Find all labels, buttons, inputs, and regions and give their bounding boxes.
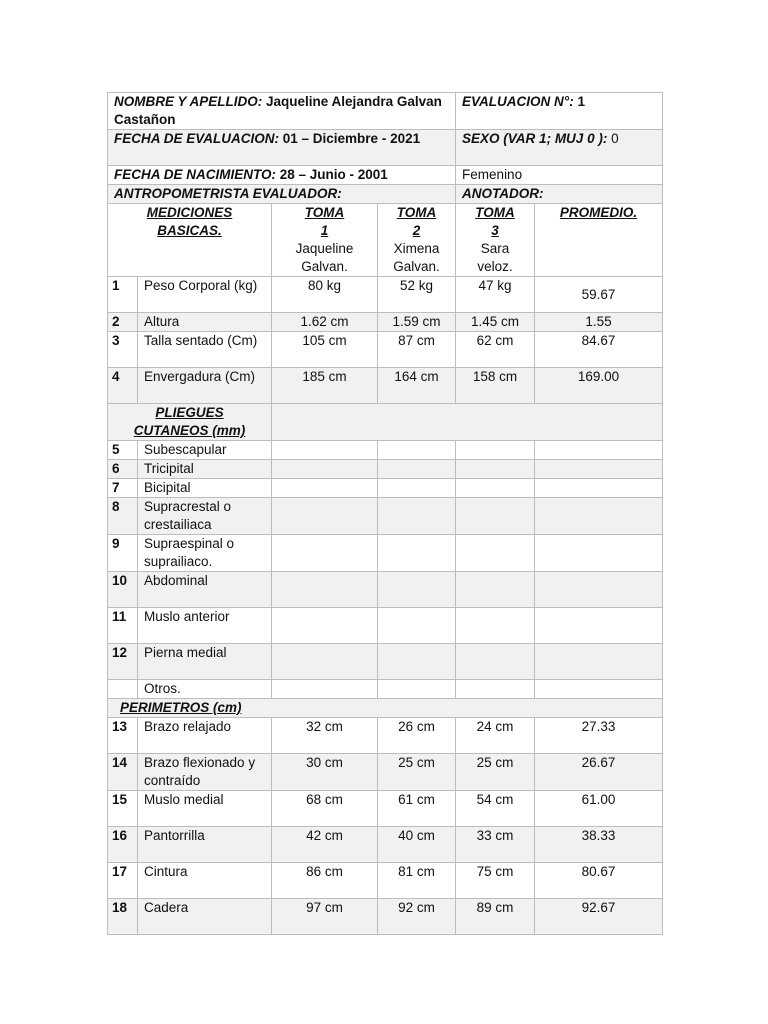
empty-cell [272,680,378,699]
toma2-header [378,204,456,277]
skinfold-row [108,572,663,608]
perimeter-row [108,718,663,754]
toma3-value: 33 cm [456,827,535,863]
toma3-name: Sara veloz. [477,241,513,274]
row-number: 18 [108,899,138,935]
birth-cell [108,166,456,185]
name-label: NOMBRE Y APELLIDO: [114,94,263,109]
skinfold-label: Supracrestal o crestailiaca [138,498,272,535]
measurement-label: Envergadura (Cm) [138,368,272,404]
empty-cell [272,460,378,479]
birth-value: 28 – Junio - 2001 [279,167,388,182]
perimeter-label: Brazo relajado [138,718,272,754]
toma3-value: 158 cm [456,368,535,404]
sex-text-cell: Femenino [456,166,663,185]
sex-cell [456,130,663,166]
toma3-header [456,204,535,277]
measurements-header: MEDICIONES BASICAS. [108,204,272,277]
eval-cell [456,93,663,130]
average-value: 27.33 [535,718,663,754]
skinfold-label: Pierna medial [138,644,272,680]
toma3-value: 54 cm [456,791,535,827]
eval-value: 1 [577,94,585,109]
perimeters-title: PERIMETROS (cm) [108,699,663,718]
toma2-value: 40 cm [378,827,456,863]
skinfold-row [108,441,663,460]
eval-label: EVALUACION N°: [462,94,574,109]
toma2-title: TOMA 2 [396,205,437,238]
perimeter-label: Muslo medial [138,791,272,827]
row-number: 8 [108,498,138,535]
perimeters-section-row [108,699,663,718]
toma2-value: 87 cm [378,332,456,368]
empty-cell [378,441,456,460]
row-number: 16 [108,827,138,863]
empty-cell [378,608,456,644]
basic-row [108,368,663,404]
date-cell [108,130,456,166]
empty-cell [456,572,535,608]
column-header-row [108,204,663,277]
name-value: Jaqueline Alejandra Galvan Castañon [114,94,442,127]
row-number: 4 [108,368,138,404]
average-value: 84.67 [535,332,663,368]
toma2-value: 25 cm [378,754,456,791]
perimeter-row [108,791,663,827]
perimeter-label: Cintura [138,863,272,899]
empty-cell [272,535,378,572]
date-row [108,130,663,166]
toma1-value: 68 cm [272,791,378,827]
empty-cell [535,441,663,460]
row-number: 14 [108,754,138,791]
toma2-value: 81 cm [378,863,456,899]
empty-cell [456,680,535,699]
skinfold-row [108,460,663,479]
skinfold-row [108,498,663,535]
empty-cell [456,535,535,572]
toma1-value: 185 cm [272,368,378,404]
perimeter-label: Pantorrilla [138,827,272,863]
date-label: FECHA DE EVALUACION: [114,131,279,146]
row-number: 3 [108,332,138,368]
toma1-value: 1.62 cm [272,313,378,332]
empty-cell [535,535,663,572]
toma1-value: 105 cm [272,332,378,368]
sex-label: SEXO (VAR 1; MUJ 0 ): [462,131,608,146]
average-value: 61.00 [535,791,663,827]
row-number [108,680,138,699]
row-number: 17 [108,863,138,899]
empty-cell [535,498,663,535]
toma3-value: 62 cm [456,332,535,368]
empty-cell [378,644,456,680]
empty-cell [456,460,535,479]
skinfold-row [108,479,663,498]
toma3-value: 25 cm [456,754,535,791]
average-header: PROMEDIO. [535,204,663,277]
average-value: 26.67 [535,754,663,791]
skinfold-label: Tricipital [138,460,272,479]
skinfold-label: Muslo anterior [138,608,272,644]
skinfold-label: Abdominal [138,572,272,608]
empty-cell [272,572,378,608]
empty-cell [378,460,456,479]
toma3-value: 24 cm [456,718,535,754]
row-number: 15 [108,791,138,827]
empty-cell [272,441,378,460]
toma1-value: 86 cm [272,863,378,899]
toma1-title: TOMA 1 [304,205,345,238]
row-number: 9 [108,535,138,572]
row-number: 7 [108,479,138,498]
skinfold-row [108,608,663,644]
toma2-value: 1.59 cm [378,313,456,332]
average-value: 92.67 [535,899,663,935]
basic-row [108,313,663,332]
anthropometrist-label: ANTROPOMETRISTA EVALUADOR: [108,185,456,204]
toma2-value: 52 kg [378,277,456,313]
empty-cell [456,441,535,460]
toma1-header [272,204,378,277]
average-value: 1.55 [535,313,663,332]
row-number: 11 [108,608,138,644]
empty-cell [378,535,456,572]
birth-row [108,166,663,185]
empty-cell [456,498,535,535]
empty-cell [535,644,663,680]
average-value: 169.00 [535,368,663,404]
annotator-label: ANOTADOR: [456,185,663,204]
skinfold-label: Otros. [138,680,272,699]
measurement-label: Altura [138,313,272,332]
toma2-value: 26 cm [378,718,456,754]
skinfold-label: Bicipital [138,479,272,498]
empty-cell [378,498,456,535]
empty-cell [456,608,535,644]
name-row [108,93,663,130]
perimeter-label: Cadera [138,899,272,935]
toma2-value: 61 cm [378,791,456,827]
row-number: 10 [108,572,138,608]
toma1-value: 80 kg [272,277,378,313]
average-value: 59.67 [535,277,663,313]
perimeter-label: Brazo flexionado y contraído [138,754,272,791]
empty-cell [535,680,663,699]
toma1-value: 30 cm [272,754,378,791]
toma1-value: 32 cm [272,718,378,754]
toma2-value: 164 cm [378,368,456,404]
toma3-value: 47 kg [456,277,535,313]
toma3-value: 1.45 cm [456,313,535,332]
row-number: 12 [108,644,138,680]
evaluator-row [108,185,663,204]
average-value: 80.67 [535,863,663,899]
perimeter-row [108,754,663,791]
skinfolds-title: PLIEGUES CUTANEOS (mm) [108,404,272,441]
empty-cell [272,644,378,680]
average-value: 38.33 [535,827,663,863]
row-number: 5 [108,441,138,460]
perimeter-row [108,827,663,863]
empty-cell [378,479,456,498]
empty-cell [272,608,378,644]
empty-cell [272,479,378,498]
skinfolds-section-row [108,404,663,441]
skinfold-row [108,644,663,680]
skinfold-label: Supraespinal o suprailiaco. [138,535,272,572]
empty-cell [456,644,535,680]
skinfold-row [108,535,663,572]
empty-cell [378,680,456,699]
toma3-value: 89 cm [456,899,535,935]
row-number: 1 [108,277,138,313]
name-cell [108,93,456,130]
basic-row [108,332,663,368]
empty-cell [535,572,663,608]
toma3-title: TOMA 3 [475,205,515,238]
skinfold-row [108,680,663,699]
empty-cell [378,572,456,608]
perimeter-row [108,899,663,935]
evaluation-table [107,92,663,935]
toma3-value: 75 cm [456,863,535,899]
empty-cell [535,608,663,644]
skinfold-label: Subescapular [138,441,272,460]
perimeter-row [108,863,663,899]
row-number: 2 [108,313,138,332]
empty-cell [535,460,663,479]
row-number: 13 [108,718,138,754]
toma1-name: Jaqueline Galvan. [295,241,354,274]
empty-cell [535,479,663,498]
toma1-value: 97 cm [272,899,378,935]
measurement-label: Talla sentado (Cm) [138,332,272,368]
row-number: 6 [108,460,138,479]
birth-label: FECHA DE NACIMIENTO: [114,167,276,182]
basic-row [108,277,663,313]
date-value: 01 – Diciembre - 2021 [282,131,421,146]
measurement-label: Peso Corporal (kg) [138,277,272,313]
skinfolds-empty [272,404,663,441]
toma2-value: 92 cm [378,899,456,935]
empty-cell [456,479,535,498]
toma1-value: 42 cm [272,827,378,863]
empty-cell [272,498,378,535]
sex-value: 0 [611,131,619,146]
toma2-name: Ximena Galvan. [393,241,440,274]
